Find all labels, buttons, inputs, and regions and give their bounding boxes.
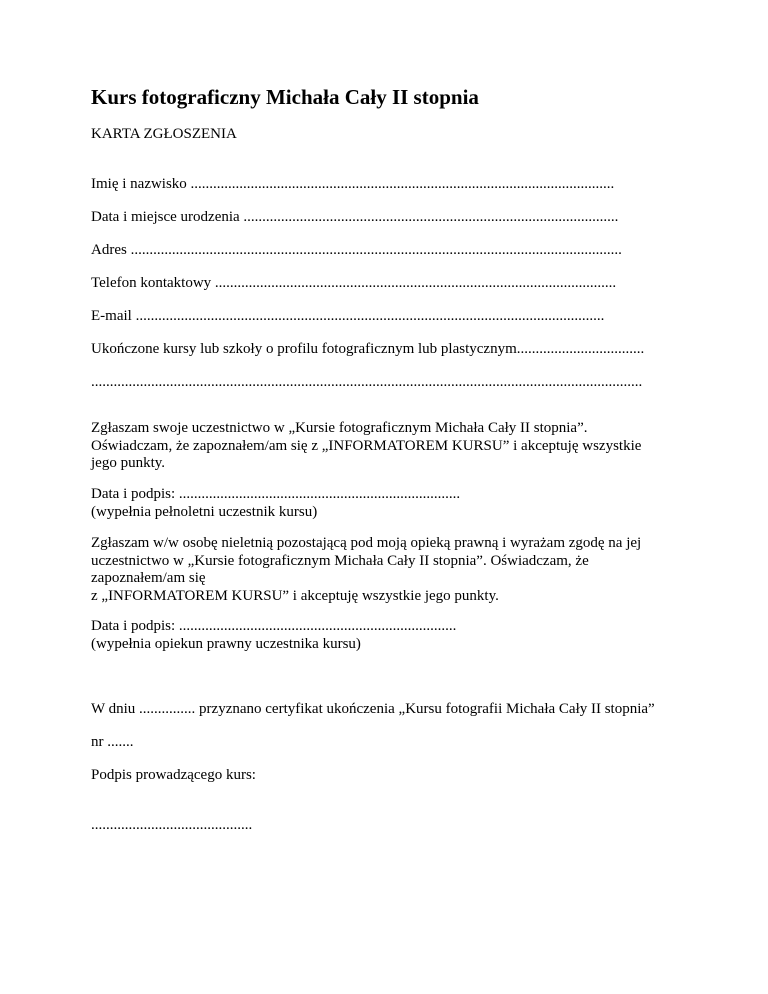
signature-adult-line: Data i podpis: ........................................................................... [91, 486, 461, 502]
signature-guardian-note: (wypełnia opiekun prawny uczestnika kursu) [91, 635, 361, 652]
field-name: Imię i nazwisko ................................................................................................................. [91, 176, 615, 192]
declaration-adult [91, 420, 641, 473]
declaration-adult-line: Oświadczam, że zapoznałem/am się z „INFORMATOREM KURSU” i akceptuję wszystkie [91, 437, 642, 454]
field-courses: Ukończone kursy lub szkoły o profilu fotograficznym lub plastycznym.................................. [91, 341, 645, 357]
document-title: Kurs fotograficzny Michała Cały II stopnia [91, 85, 479, 109]
certificate-line: W dniu ............... przyznano certyfikat ukończenia „Kursu fotografii Michała Cały II stopnia” [91, 701, 655, 717]
instructor-signature-label: Podpis prowadzącego kurs: [91, 767, 256, 783]
signature-adult [91, 486, 460, 521]
field-courses-continued: ................................................................................................................................................... [91, 374, 643, 390]
declaration-minor [91, 535, 641, 605]
declaration-adult-line: Zgłaszam swoje uczestnictwo w „Kursie fotograficznym Michała Cały II stopnia”. [91, 420, 588, 436]
declaration-adult-line: jego punkty. [91, 455, 166, 471]
field-birth: Data i miejsce urodzenia .................................................................................................... [91, 209, 619, 225]
declaration-minor-line: zapoznałem/am się [91, 570, 206, 586]
field-email: E-mail ............................................................................................................................. [91, 308, 605, 324]
declaration-minor-line: z „INFORMATOREM KURSU” i akceptuję wszystkie jego punkty. [91, 587, 499, 604]
form-subtitle: KARTA ZGŁOSZENIA [91, 126, 237, 142]
field-address: Adres ................................................................................................................................... [91, 242, 622, 258]
declaration-minor-line: uczestnictwo w „Kursie fotograficznym Michała Cały II stopnia”. Oświadczam, że [91, 552, 589, 569]
certificate-number: nr ....... [91, 734, 134, 750]
declaration-minor-line: Zgłaszam w/w osobę nieletnią pozostającą pod moją opieką prawną i wyrażam zgodę na jej [91, 535, 642, 551]
signature-guardian-line: Data i podpis: .......................................................................... [91, 618, 457, 634]
instructor-signature-line: ........................................... [91, 817, 253, 833]
signature-guardian [91, 618, 456, 653]
document-page [91, 84, 691, 833]
field-phone: Telefon kontaktowy ........................................................................................................... [91, 275, 617, 291]
signature-adult-note: (wypełnia pełnoletni uczestnik kursu) [91, 503, 318, 520]
